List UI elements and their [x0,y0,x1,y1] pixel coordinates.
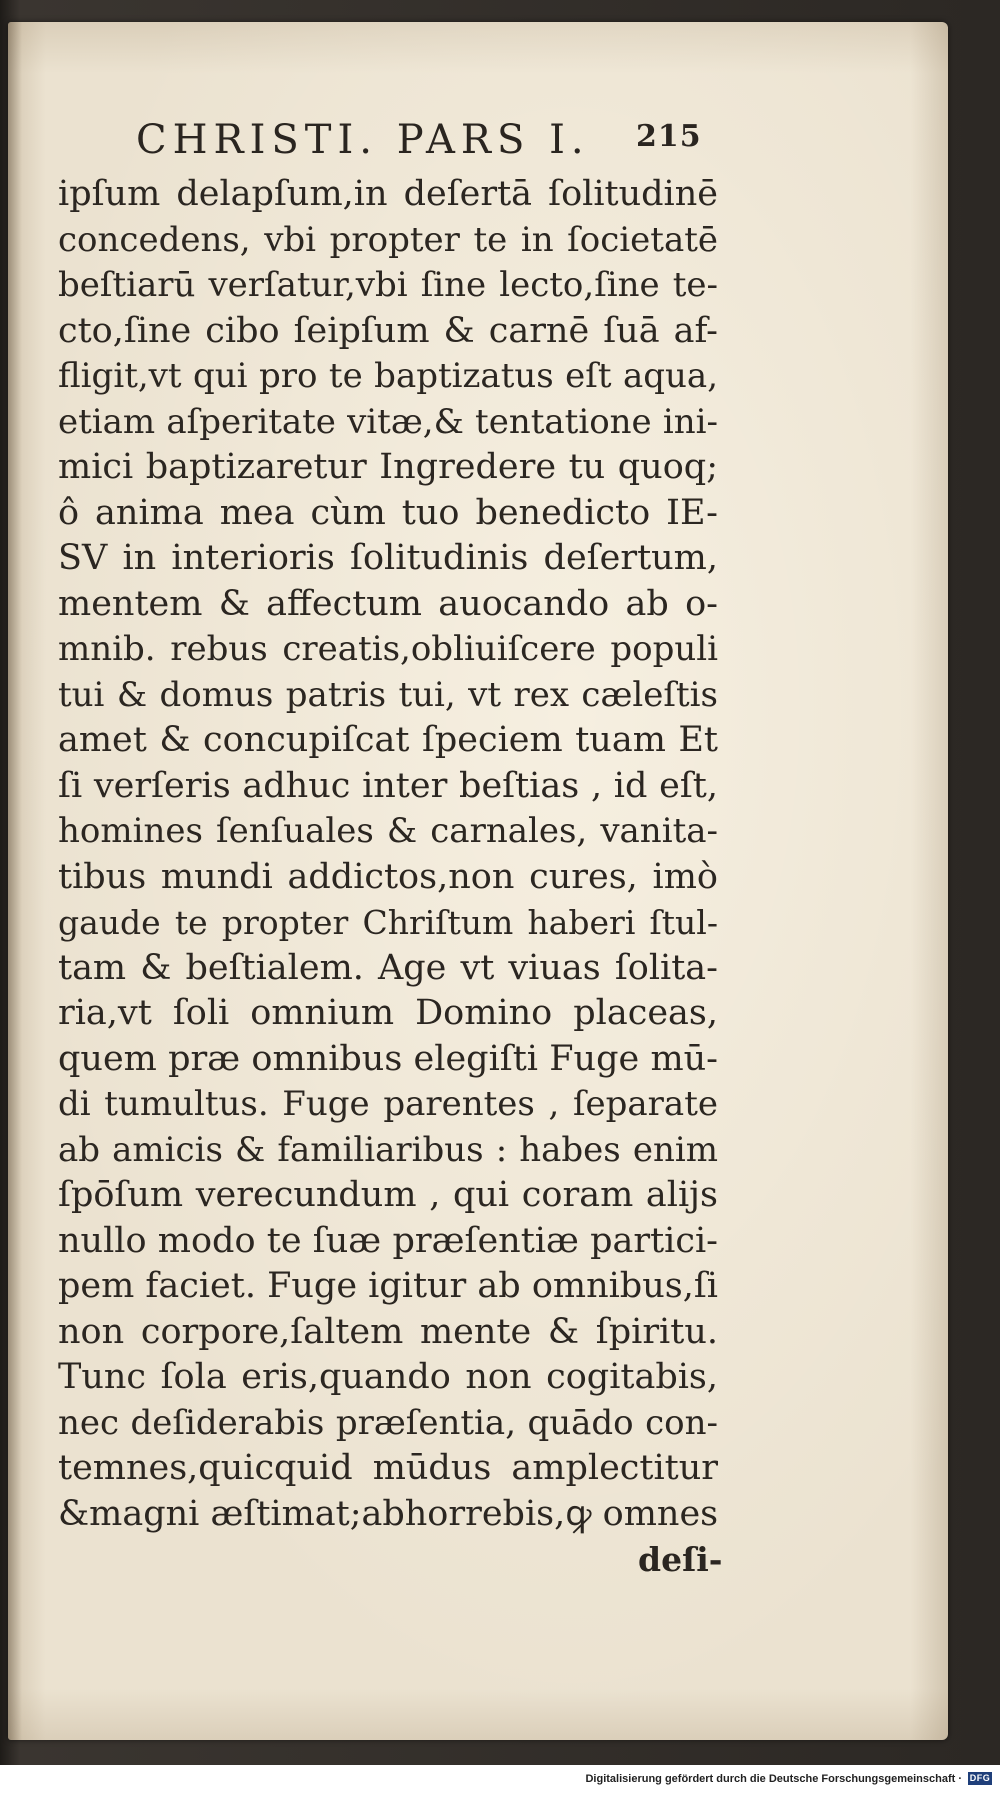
text-line: mentem & affectum auocando ab o- [58,583,718,624]
digitization-footer [0,1765,1000,1793]
text-line: beſtiarū verſatur,vbi ſine lecto,ſine te- [58,265,718,305]
text-line: &magni æſtimat;abhorrebis,ꝙ omnes [58,1493,719,1534]
catchword: deſi- [638,1540,723,1579]
text-line: cto,ſine cibo ſeipſum & carnē ſuā af- [58,310,718,351]
text-line: fligit,vt qui pro te baptizatus eſt aqua, [58,356,718,396]
text-line: amet & concupiſcat ſpeciem tuam Et [58,720,718,760]
text-line: mnib. rebus creatis,obliuiſcere populi [58,629,718,669]
dfg-logo: DFG [969,1773,991,1783]
text-line: homines ſenſuales & carnales, vanita- [58,811,718,851]
page-number: 215 [636,119,702,154]
text-line: nec deſiderabis præſentia, quādo con- [58,1402,718,1443]
text-line: concedens, vbi propter te in ſocietatē [58,219,718,260]
text-line: tui & domus patris tui, vt rex cæleſtis [58,674,718,715]
text-line: Tunc ſola eris,quando non cogitabis, [58,1357,718,1397]
text-line: mici baptizaretur Ingredere tu quoq; [58,447,718,487]
running-head [136,117,736,167]
text-line: ſpōſum verecundum , qui coram alijs [58,1175,718,1215]
text-line: ipſum delapſum,in deſertā ſolitudinē [58,174,718,214]
text-line: di tumultus. Fuge parentes , ſeparate [58,1084,718,1124]
page-spine-shadow [8,22,22,1740]
text-line: temnes,quicquid mūdus amplectitur [58,1448,718,1488]
text-line: ô anima mea cùm tuo benedicto IE- [58,492,718,533]
funding-credit: Digitalisierung gefördert durch die Deutsche Forschungsgemeinschaft · [585,1773,962,1785]
text-line: etiam aſperitate vitæ,& tentatione ini- [58,401,718,442]
body-text [58,172,718,1537]
text-line: ſi verſeris adhuc inter beſtias , id eſt, [58,765,718,806]
text-line: nullo modo te ſuæ præſentiæ partici- [58,1220,718,1261]
text-line: SV in interioris ſolitudinis deſertum, [58,538,718,578]
text-line: non corpore,ſaltem mente & ſpiritu. [58,1311,718,1352]
text-line: tam & beſtialem. Age vt viuas ſolita- [58,947,718,988]
text-line: ria,vt ſoli omnium Domino placeas, [58,993,718,1033]
text-line: gaude te propter Chriſtum haberi ſtul- [58,903,718,942]
text-line: pem faciet. Fuge igitur ab omnibus,ſi [58,1266,718,1306]
book-page [8,22,948,1740]
text-line: quem præ omnibus elegiſti Fuge mū- [58,1038,718,1079]
text-line: tibus mundi addictos,non cures, imò [58,856,718,897]
text-line: ab amicis & familiaribus : habes enim [58,1129,718,1170]
running-head-title: CHRISTI. PARS I. [136,117,590,163]
